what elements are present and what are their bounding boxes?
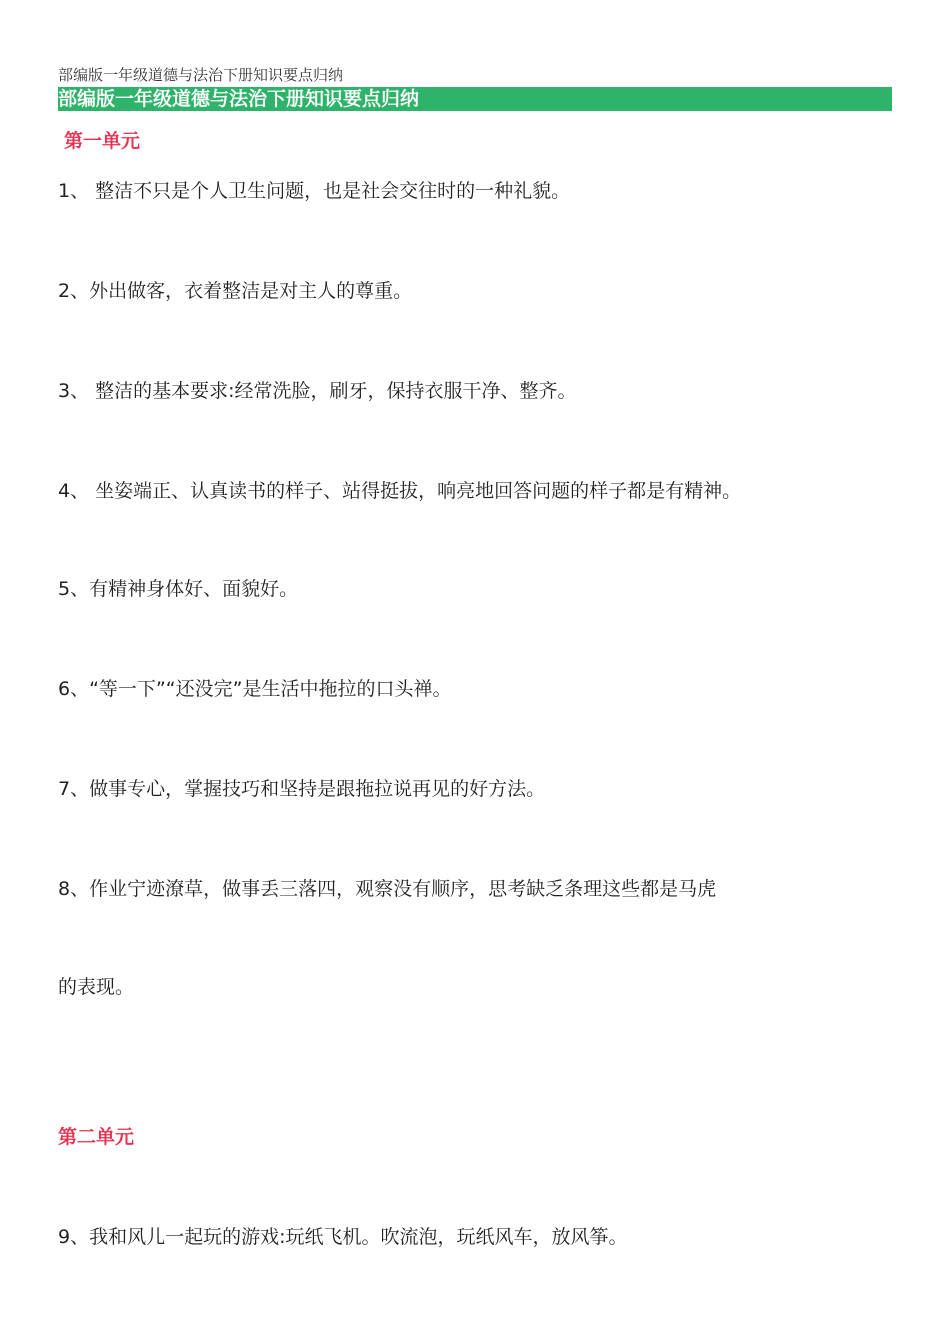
- list-item: 3、 整洁的基本要求:经常洗脸，刷牙，保持衣服干净、整齐。: [58, 380, 577, 402]
- list-item: 4、 坐姿端正、认真读书的样子、站得挺拔，响亮地回答问题的样子都是有精神。: [58, 480, 742, 502]
- list-item: 2、外出做客，衣着整洁是对主人的尊重。: [58, 280, 413, 302]
- section-heading-unit-2: 第二单元: [58, 1126, 135, 1148]
- list-item: 9、我和风儿一起玩的游戏:玩纸飞机。吹流泡，玩纸风车，放风筝。: [58, 1226, 628, 1248]
- title-banner: 部编版一年级道德与法治下册知识要点归纳: [58, 87, 892, 111]
- list-item: 1、 整洁不只是个人卫生问题，也是社会交往时的一种礼貌。: [58, 180, 571, 202]
- list-item: 8、作业宁迹潦草，做事丢三落四，观察没有顺序，思考缺乏条理这些都是马虎: [58, 878, 717, 900]
- list-item: 的表现。: [58, 976, 135, 998]
- section-heading-unit-1: 第一单元: [64, 130, 141, 152]
- list-item: 5、有精神身体好、面貌好。: [58, 578, 299, 600]
- list-item: 6、“等一下”“还没完”是生活中拖拉的口头禅。: [58, 678, 452, 700]
- page-header: 部编版一年级道德与法治下册知识要点归纳: [58, 66, 344, 84]
- list-item: 7、做事专心，掌握技巧和坚持是跟拖拉说再见的好方法。: [58, 778, 546, 800]
